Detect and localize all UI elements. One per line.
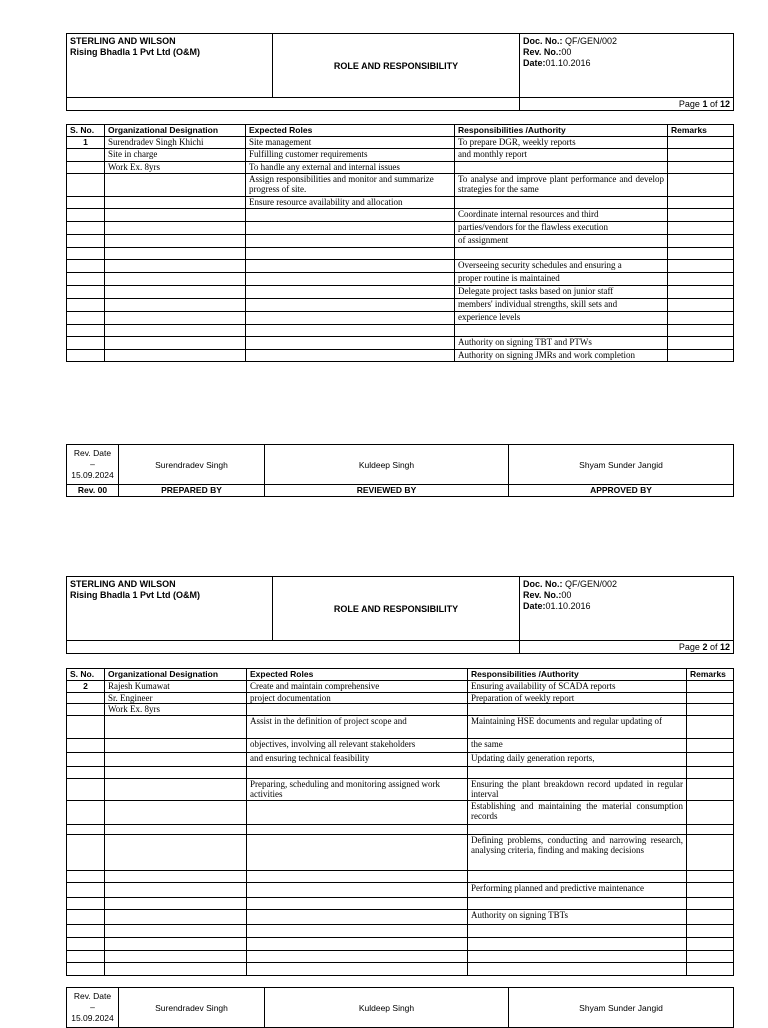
cell-responsibility: and monthly report [455, 149, 668, 162]
col-remarks: Remarks [668, 125, 734, 137]
signoff-block-page1 [66, 444, 734, 497]
table-row [67, 273, 734, 286]
cell-sno [67, 174, 105, 197]
cell-responsibility: Preparation of weekly report [468, 693, 687, 704]
cell-responsibility [468, 871, 687, 883]
cell-roles: Assist in the definition of project scope and [247, 716, 468, 739]
cell-designation [105, 260, 246, 273]
cell-designation [105, 248, 246, 260]
col-responsibilities: Responsibilities /Authority [468, 669, 687, 681]
cell-remarks [687, 835, 734, 871]
cell-designation [105, 951, 247, 963]
cell-sno [67, 963, 105, 976]
table-row [67, 325, 734, 337]
table-row [67, 704, 734, 716]
company-name [67, 34, 273, 98]
cell-responsibility: the same [468, 739, 687, 753]
cell-remarks [687, 898, 734, 910]
cell-remarks [687, 938, 734, 951]
cell-roles [246, 286, 455, 299]
page-indicator: Page 1 of 12 [520, 98, 734, 111]
cell-designation [105, 938, 247, 951]
cell-roles [247, 801, 468, 825]
cell-remarks [687, 883, 734, 898]
cell-responsibility: members' individual strengths, skill sets and [455, 299, 668, 312]
cell-roles [246, 299, 455, 312]
table-row [67, 767, 734, 779]
cell-responsibility: Coordinate internal resources and third [455, 209, 668, 222]
table-row [67, 337, 734, 350]
approved-by-name: Shyam Sunder Jangid [509, 988, 734, 1028]
cell-responsibility: To analyse and improve plant performance and develop strategies for the same [455, 174, 668, 197]
cell-roles: objectives, involving all relevant stakeholders [247, 739, 468, 753]
cell-roles [247, 704, 468, 716]
cell-designation [105, 883, 247, 898]
company-line2: Rising Bhadla 1 Pvt Ltd (O&M) [70, 590, 201, 600]
table-row [67, 299, 734, 312]
cell-responsibility [468, 898, 687, 910]
table-row [67, 312, 734, 325]
cell-designation [105, 209, 246, 222]
reviewed-by-name: Kuldeep Singh [265, 988, 509, 1028]
table-row [67, 350, 734, 362]
table-row [67, 222, 734, 235]
cell-designation: Rajesh Kumawat [105, 681, 247, 693]
cell-roles: To handle any external and internal issues [246, 162, 455, 174]
cell-roles [246, 337, 455, 350]
cell-roles [246, 325, 455, 337]
cell-responsibility: Ensuring the plant breakdown record updated in regular interval [468, 779, 687, 801]
approved-by-label: APPROVED BY [509, 485, 734, 497]
cell-remarks [687, 825, 734, 835]
cell-responsibility: of assignment [455, 235, 668, 248]
table-row [67, 716, 734, 739]
table-row [67, 910, 734, 925]
cell-remarks [668, 235, 734, 248]
cell-roles [246, 312, 455, 325]
cell-sno: 1 [67, 137, 105, 149]
cell-remarks [687, 925, 734, 938]
cell-designation [105, 910, 247, 925]
rev-number: 00 [561, 590, 572, 600]
company-name [67, 577, 273, 641]
cell-remarks [668, 137, 734, 149]
table-row [67, 883, 734, 898]
cell-sno [67, 197, 105, 209]
reviewed-by-label: REVIEWED BY [265, 485, 509, 497]
table-row [67, 137, 734, 149]
cell-remarks [687, 704, 734, 716]
cell-responsibility [455, 162, 668, 174]
cell-designation [105, 767, 247, 779]
cell-responsibility [455, 325, 668, 337]
col-designation: Organizational Designation [105, 125, 246, 137]
cell-designation [105, 925, 247, 938]
cell-designation [105, 337, 246, 350]
col-responsibilities: Responsibilities /Authority [455, 125, 668, 137]
cell-roles [247, 883, 468, 898]
cell-remarks [687, 801, 734, 825]
col-roles: Expected Roles [247, 669, 468, 681]
cell-responsibility [468, 767, 687, 779]
cell-remarks [668, 337, 734, 350]
table-row [67, 779, 734, 801]
doc-number: QF/GEN/002 [565, 579, 618, 589]
cell-designation: Site in charge [105, 149, 246, 162]
page1-header [66, 33, 734, 111]
cell-responsibility [455, 248, 668, 260]
cell-roles: and ensuring technical feasibility [247, 753, 468, 767]
cell-designation [105, 801, 247, 825]
cell-roles [247, 835, 468, 871]
cell-remarks [668, 350, 734, 362]
cell-sno [67, 779, 105, 801]
col-sno: S. No. [67, 125, 105, 137]
cell-sno [67, 801, 105, 825]
cell-remarks [668, 174, 734, 197]
cell-sno [67, 739, 105, 753]
cell-remarks [687, 951, 734, 963]
cell-roles: Preparing, scheduling and monitoring assigned work activities [247, 779, 468, 801]
rev-number: 00 [561, 47, 572, 57]
cell-remarks [687, 753, 734, 767]
prepared-by-label: PREPARED BY [119, 485, 265, 497]
rev-number-label: Rev. 00 [67, 485, 119, 497]
table-row [67, 739, 734, 753]
cell-remarks [687, 963, 734, 976]
cell-designation [105, 273, 246, 286]
cell-roles: Fulfilling customer requirements [246, 149, 455, 162]
cell-designation [105, 222, 246, 235]
document-title: ROLE AND RESPONSIBILITY [273, 577, 520, 641]
cell-sno [67, 883, 105, 898]
cell-responsibility: Authority on signing TBTs [468, 910, 687, 925]
cell-remarks [687, 767, 734, 779]
cell-roles: Ensure resource availability and allocation [246, 197, 455, 209]
cell-remarks [668, 325, 734, 337]
cell-remarks [687, 716, 734, 739]
prepared-by-name: Surendradev Singh [119, 445, 265, 485]
cell-responsibility [468, 951, 687, 963]
cell-roles: Create and maintain comprehensive [247, 681, 468, 693]
cell-sno [67, 825, 105, 835]
cell-sno [67, 325, 105, 337]
cell-designation: Work Ex. 8yrs [105, 162, 246, 174]
cell-roles [247, 910, 468, 925]
cell-responsibility: Authority on signing JMRs and work completion [455, 350, 668, 362]
cell-sno [67, 337, 105, 350]
page-indicator: Page 2 of 12 [520, 641, 734, 654]
prepared-by-name: Surendradev Singh [119, 988, 265, 1028]
doc-number: QF/GEN/002 [565, 36, 618, 46]
table-row [67, 871, 734, 883]
cell-responsibility: proper routine is maintained [455, 273, 668, 286]
cell-responsibility: Updating daily generation reports, [468, 753, 687, 767]
table-row [67, 801, 734, 825]
cell-designation [105, 753, 247, 767]
cell-remarks [668, 260, 734, 273]
cell-sno [67, 704, 105, 716]
cell-responsibility: experience levels [455, 312, 668, 325]
table-row [67, 925, 734, 938]
cell-roles [246, 209, 455, 222]
cell-roles: Site management [246, 137, 455, 149]
col-roles: Expected Roles [246, 125, 455, 137]
cell-designation [105, 299, 246, 312]
cell-responsibility: Overseeing security schedules and ensuring a [455, 260, 668, 273]
cell-responsibility [468, 938, 687, 951]
cell-roles [247, 925, 468, 938]
cell-designation: Sr. Engineer [105, 693, 247, 704]
cell-sno [67, 209, 105, 222]
cell-responsibility: Defining problems, conducting and narrowing research, analysing criteria, finding and making decisions [468, 835, 687, 871]
cell-designation [105, 871, 247, 883]
cell-sno [67, 149, 105, 162]
responsibility-table-page1 [66, 124, 734, 362]
cell-sno [67, 248, 105, 260]
cell-roles [247, 767, 468, 779]
document-title: ROLE AND RESPONSIBILITY [273, 34, 520, 98]
cell-designation [105, 825, 247, 835]
table-row [67, 260, 734, 273]
cell-sno [67, 693, 105, 704]
cell-sno [67, 235, 105, 248]
cell-remarks [687, 739, 734, 753]
responsibility-table-page2 [66, 668, 734, 976]
cell-roles [247, 898, 468, 910]
table-row [67, 898, 734, 910]
cell-remarks [668, 197, 734, 209]
cell-sno [67, 753, 105, 767]
cell-sno [67, 871, 105, 883]
cell-roles [247, 871, 468, 883]
cell-designation [105, 325, 246, 337]
cell-remarks [668, 299, 734, 312]
cell-remarks [668, 149, 734, 162]
cell-roles [247, 951, 468, 963]
table-row [67, 174, 734, 197]
table-row [67, 835, 734, 871]
cell-roles [247, 825, 468, 835]
cell-designation [105, 835, 247, 871]
cell-sno [67, 222, 105, 235]
cell-sno [67, 951, 105, 963]
cell-responsibility: parties/vendors for the flawless execution [455, 222, 668, 235]
signoff-block-page2 [66, 987, 734, 1028]
cell-responsibility [468, 825, 687, 835]
company-line1: STERLING AND WILSON [70, 579, 176, 589]
cell-remarks [668, 162, 734, 174]
table-row [67, 286, 734, 299]
cell-responsibility: Authority on signing TBT and PTWs [455, 337, 668, 350]
cell-remarks [668, 222, 734, 235]
cell-remarks [668, 312, 734, 325]
cell-designation [105, 197, 246, 209]
table-row [67, 235, 734, 248]
reviewed-by-name: Kuldeep Singh [265, 445, 509, 485]
cell-responsibility: Performing planned and predictive maintenance [468, 883, 687, 898]
cell-roles [246, 350, 455, 362]
cell-designation [105, 350, 246, 362]
cell-responsibility [468, 925, 687, 938]
cell-responsibility [468, 704, 687, 716]
cell-sno [67, 350, 105, 362]
company-line2: Rising Bhadla 1 Pvt Ltd (O&M) [70, 47, 201, 57]
table-row [67, 149, 734, 162]
company-line1: STERLING AND WILSON [70, 36, 176, 46]
cell-designation [105, 286, 246, 299]
col-designation: Organizational Designation [105, 669, 247, 681]
cell-sno [67, 312, 105, 325]
doc-date: 01.10.2016 [545, 58, 591, 68]
cell-designation [105, 235, 246, 248]
cell-roles [247, 963, 468, 976]
cell-sno [67, 162, 105, 174]
cell-roles [246, 273, 455, 286]
table-row [67, 753, 734, 767]
table-row [67, 248, 734, 260]
cell-responsibility: To prepare DGR, weekly reports [455, 137, 668, 149]
cell-roles: project documentation [247, 693, 468, 704]
cell-responsibility: Ensuring availability of SCADA reports [468, 681, 687, 693]
col-sno: S. No. [67, 669, 105, 681]
approved-by-name: Shyam Sunder Jangid [509, 445, 734, 485]
rev-date: Rev. Date – 15.09.2024 [67, 988, 119, 1028]
table-row [67, 963, 734, 976]
table-row [67, 938, 734, 951]
doc-info: Doc. No.: QF/GEN/002 Rev. No.:00 Date:01.10.2016 [520, 34, 734, 98]
cell-remarks [687, 693, 734, 704]
cell-remarks [668, 209, 734, 222]
cell-sno [67, 910, 105, 925]
cell-responsibility: Establishing and maintaining the material consumption records [468, 801, 687, 825]
cell-roles: Assign responsibilities and monitor and summarize progress of site. [246, 174, 455, 197]
doc-date: 01.10.2016 [545, 601, 591, 611]
table-row [67, 162, 734, 174]
cell-designation: Surendradev Singh Khichi [105, 137, 246, 149]
table-row [67, 681, 734, 693]
cell-responsibility [455, 197, 668, 209]
cell-remarks [668, 286, 734, 299]
cell-designation [105, 739, 247, 753]
cell-roles [246, 260, 455, 273]
cell-remarks [668, 273, 734, 286]
cell-responsibility: Delegate project tasks based on junior staff [455, 286, 668, 299]
table-row [67, 825, 734, 835]
cell-designation [105, 963, 247, 976]
cell-roles [246, 248, 455, 260]
cell-remarks [687, 681, 734, 693]
cell-sno [67, 273, 105, 286]
cell-sno [67, 260, 105, 273]
table-row [67, 197, 734, 209]
cell-sno [67, 925, 105, 938]
cell-sno [67, 898, 105, 910]
cell-responsibility [468, 963, 687, 976]
col-remarks: Remarks [687, 669, 734, 681]
cell-roles [246, 222, 455, 235]
cell-sno [67, 835, 105, 871]
cell-sno [67, 767, 105, 779]
cell-designation [105, 898, 247, 910]
cell-remarks [687, 910, 734, 925]
cell-designation [105, 312, 246, 325]
cell-designation: Work Ex. 8yrs [105, 704, 247, 716]
cell-responsibility: Maintaining HSE documents and regular updating of [468, 716, 687, 739]
cell-designation [105, 174, 246, 197]
cell-roles [246, 235, 455, 248]
cell-sno [67, 286, 105, 299]
cell-roles [247, 938, 468, 951]
cell-designation [105, 716, 247, 739]
table-row [67, 951, 734, 963]
cell-sno [67, 716, 105, 739]
page2-header [66, 576, 734, 654]
table-row [67, 209, 734, 222]
cell-designation [105, 779, 247, 801]
table-row [67, 693, 734, 704]
cell-remarks [668, 248, 734, 260]
rev-date: Rev. Date – 15.09.2024 [67, 445, 119, 485]
cell-remarks [687, 871, 734, 883]
cell-sno [67, 938, 105, 951]
cell-remarks [687, 779, 734, 801]
doc-info: Doc. No.: QF/GEN/002 Rev. No.:00 Date:01.10.2016 [520, 577, 734, 641]
cell-sno [67, 299, 105, 312]
cell-sno: 2 [67, 681, 105, 693]
